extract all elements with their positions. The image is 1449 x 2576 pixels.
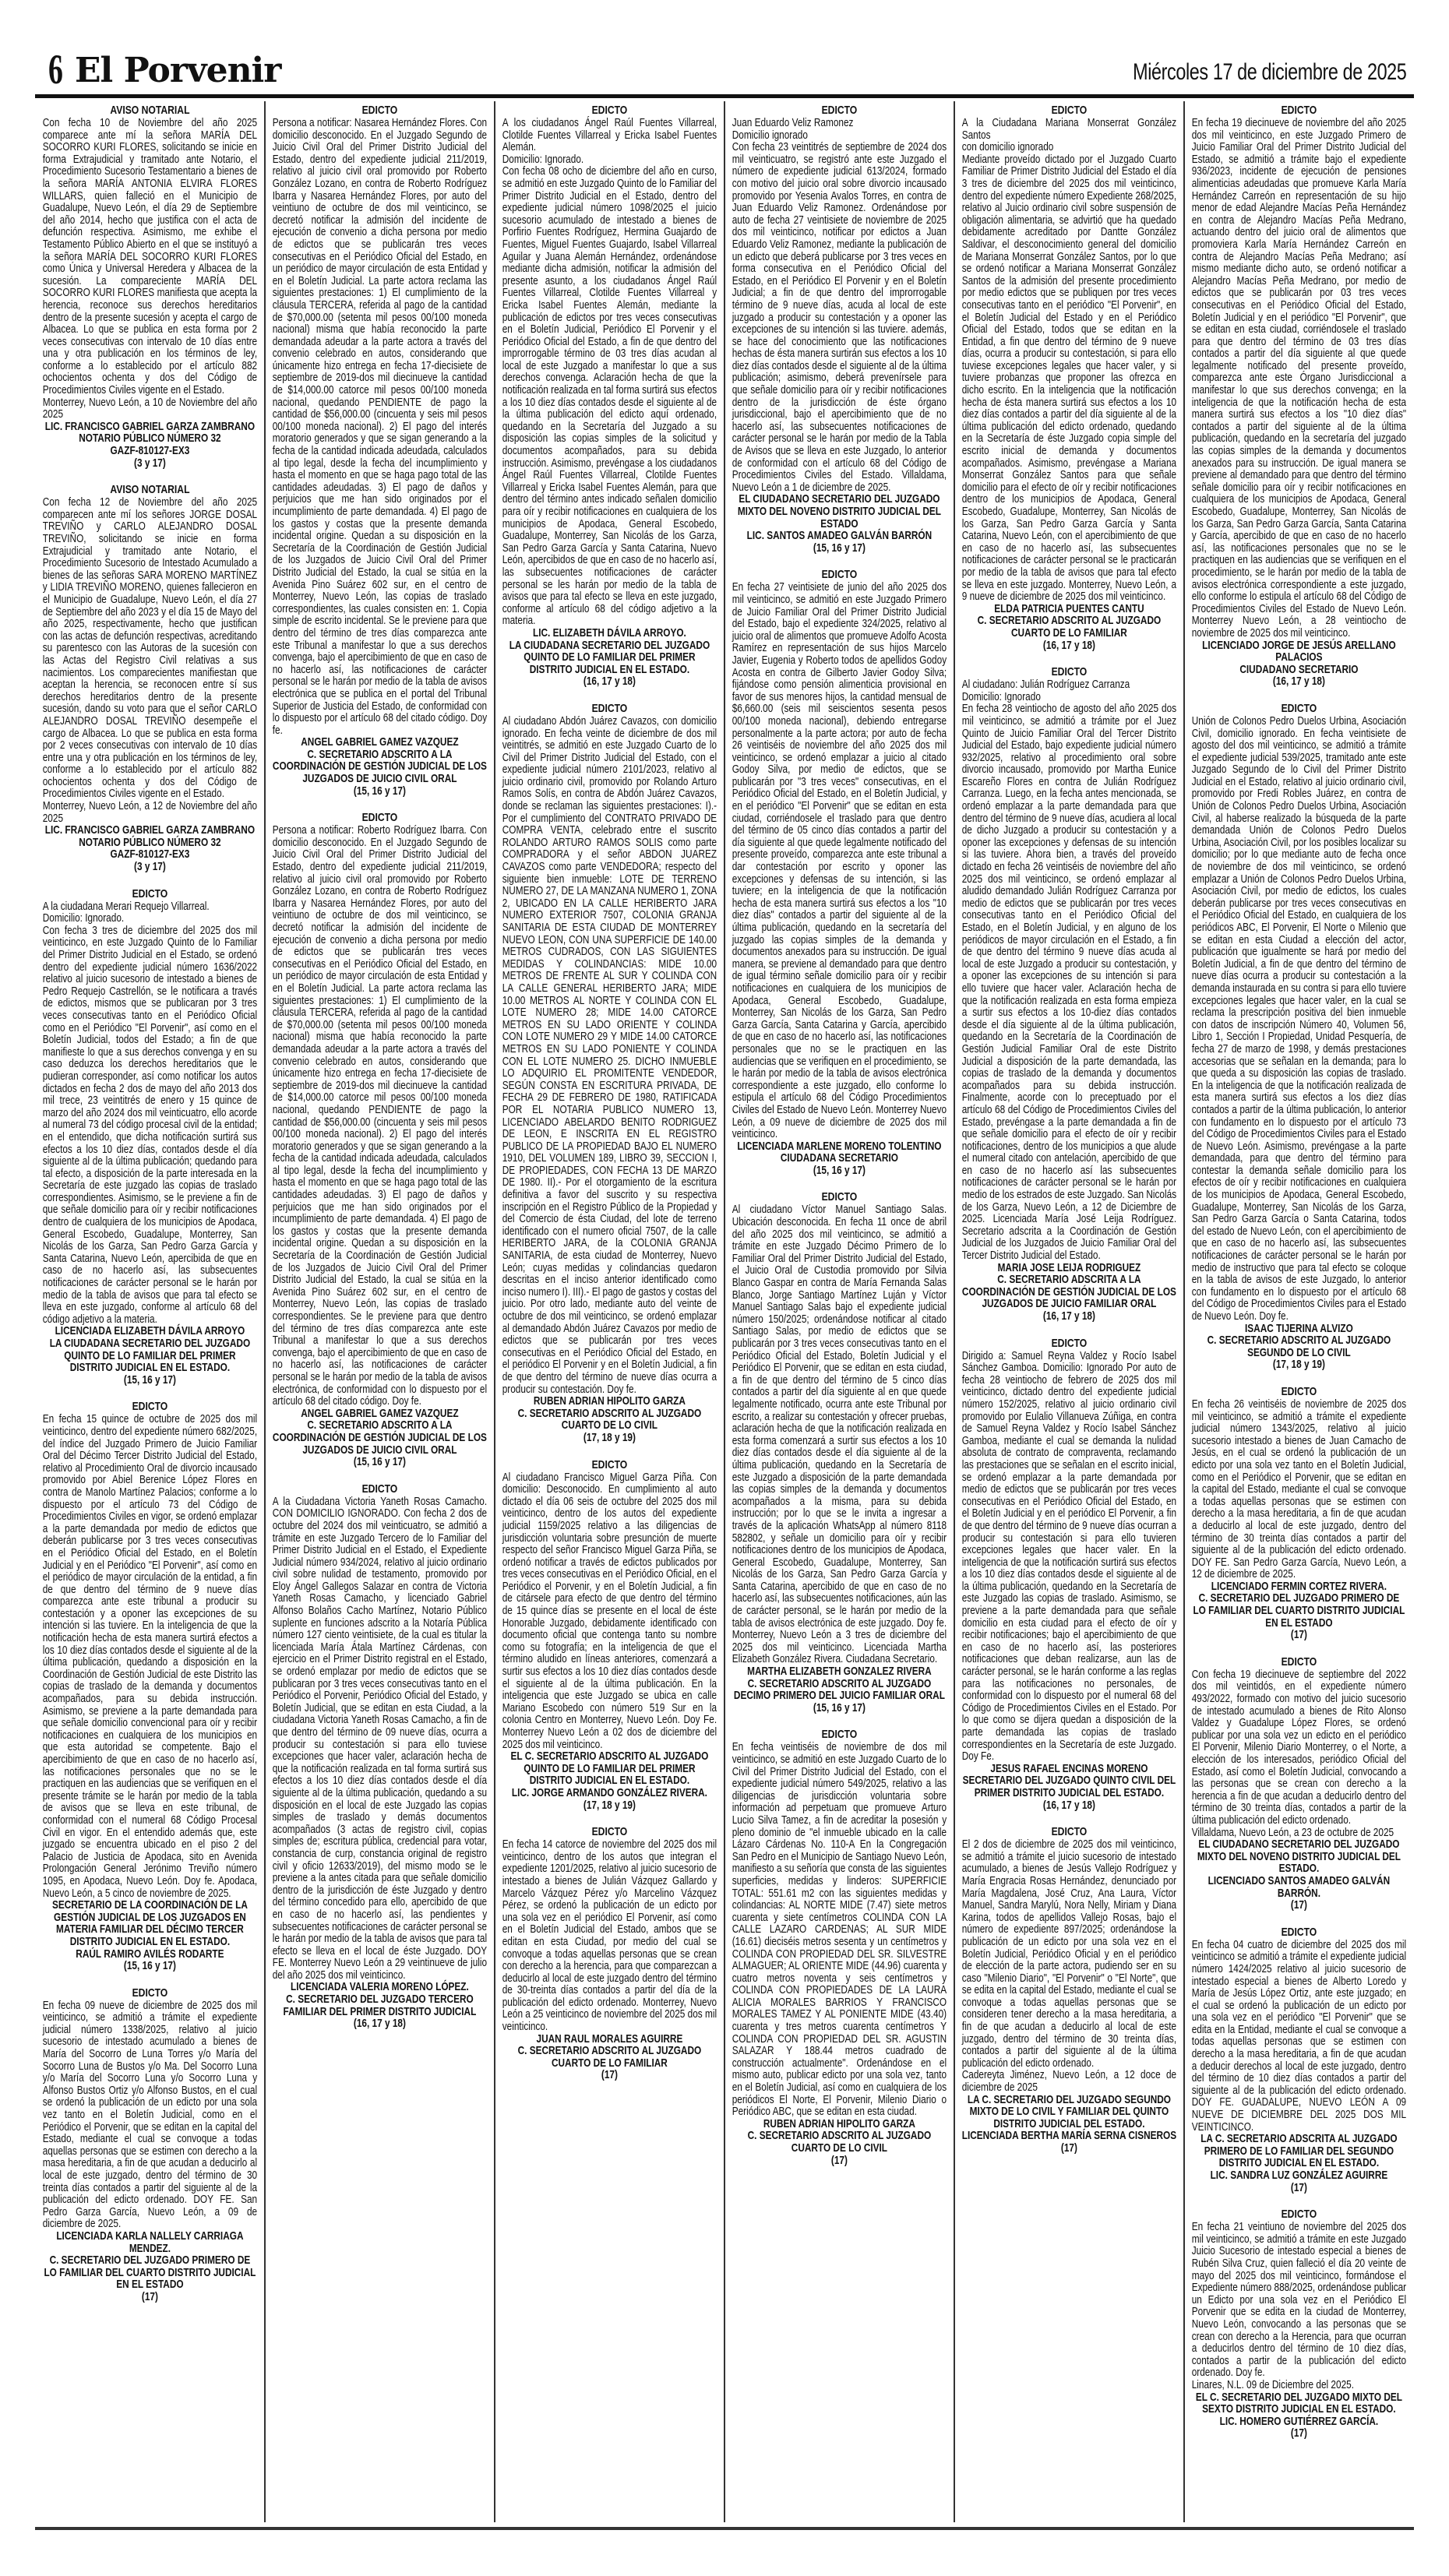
notice-heading: EDICTO xyxy=(132,1986,168,2000)
notice-heading: EDICTO xyxy=(1051,1825,1088,1839)
legal-notice xyxy=(502,1459,717,1813)
legal-notice xyxy=(1192,1656,1406,1912)
notice-signature: LIC. HOMERO GUTIÉRREZ GARCÍA. xyxy=(1219,2415,1379,2428)
notice-body: A la ciudadana Merari Requejo Villarreal. xyxy=(42,900,210,913)
notice-signature: ANGEL GABRIEL GAMEZ VAZQUEZ xyxy=(301,736,459,749)
notice-signature: (15, 16 y 17) xyxy=(813,541,866,555)
legal-notice xyxy=(43,484,257,873)
notice-signature: EL CIUDADANO SECRETARIO DEL JUZGADO MIXTO DEL NOVENO DISTRITO JUDICIAL DEL ESTADO. xyxy=(1197,1838,1401,1876)
notice-signature: (3 y 17) xyxy=(134,456,166,470)
column-divider xyxy=(494,101,495,2522)
notice-body: En fecha veintiséis de noviembre de dos mil veinticinco, se admitió en este Juzgado Cuarto de lo Civil del Primer Distrito Judicial del Estado, con el expediente judicial número 549/2025, relativo a las diligencias de jurisdicción voluntaria sobre información ad perpetuam que promueve Arturo Lucio Silva Tamez, a fin de acreditar la posesión y pleno dominio de "el inmueble ubicado en la calle Lázaro Cárdenas No. 110-A En la Congregación San Pedro en el Municipio de Santiago Nuevo León, manifiesto a su señoría que consta de las siguientes superficies, medidas y linderos: SUPERFICIE TOTAL: 551.61 m2 con las siguientes medidas y colindancias: AL NORTE MIDE (7.47) siete metros cuarenta y siete centímetros COLINDA CON LA CALLE LAZARO CARDENAS; AL SUR MIDE (16.61) dieciséis metros sesenta y un centímetros y COLINDA CON PROPIEDAD DEL SR. SILVESTRE ALMAGUER; AL ORIENTE MIDE (44.96) cuarenta y cuatro metros noventa y seis centímetros y COLINDA CON PROPIEDADES DE LA LAURA ALICIA MORALES BARRIOS Y FRANCISCO MORALES TAMEZ Y AL PONIENTE MIDE (43.40) cuarenta y tres metros cuarenta centímetros Y COLINDA CON PROPIEDAD DEL SR. AGUSTIN SALAZAR Y 188.44 metros cuadrado de construcción actualmente". Ordenándose en el mismo auto, publicar edicto por una sola vez, tanto en el Boletín Judicial, así como en cualquiera de los periódicos El Norte, El Porvenir, Milenio Diario o Periódico ABC, que se editan en esta ciudad. xyxy=(732,1741,947,2119)
notice-signature: EL CIUDADANO SECRETARIO DEL JUZGADO MIXTO DEL NOVENO DISTRITO JUDICIAL DEL ESTADO xyxy=(737,493,942,530)
column-content xyxy=(1184,104,1406,2440)
notice-signature: LICENCIADO JORGE DE JESÚS ARELLANO PALACIOS xyxy=(1202,639,1396,664)
notice-body: En fecha 15 quince de octubre de 2025 dos mil veinticinco, dentro del expediente número 682/2025, del índice del Juzgado Primero de Juicio Familiar Oral del Décimo Tercer Distrito Judicial del Estado, relativo al Procedimiento Oral de divorcio incausado promovido por Abiel Berenice López Flores en contra de Manolo Martínez Palacios; conforme a lo dispuesto por el artículo 73 del Código de Procedimientos Civiles en vigor, se ordenó emplazar a la parte demandada por medio de edictos que deberán publicarse por 3 tres veces consecutivas en el Periódico Oficial del Estado, en el Boletín Judicial y en el Periódico "El Porvenir", así como en el periódico de mayor circulación de la entidad, a fin de que dentro del término de 9 nueve días comparezca ante este tribunal a producir su contestación y a oponer las excepciones de su intención si las tuviere. En la inteligencia de que la notificación hecha de esta manera surtirá efectos a los 10 diez días contados desde el siguiente al de la última publicación, quedando a disposición en la Coordinación de Gestión Judicial de este Distrito las copias de traslado de la demanda y documentos acompañados, para su debida instrucción. Asimismo, se previene a la parte demandada para que señale domicilio convencional para oír y recibir notificaciones en cualquiera de los municipios en que esta autoridad se competente. Bajo el apercibimiento de que en caso de no hacerlo así, las notificaciones personales que no se le practiquen en las audiencias que se verifiquen en el presente trámite se le harán por medio de la tabla de avisos que se lleva en este tribunal, de conformidad con el numeral 68 Código Procesal Civil en vigor. En el entendido además que, este juzgado se encuentra ubicado en el piso 2 del Palacio de Justicia de Apodaca, sito en Avenida Prolongación General Jerónimo Treviño número 1095, en Apodaca, Nuevo León. Doy fe. Apodaca, Nuevo León, a 5 cinco de noviembre de 2025. xyxy=(42,1413,258,1900)
notice-signature: LIC. JORGE ARMANDO GONZÁLEZ RIVERA. xyxy=(511,1786,707,1799)
legal-notice xyxy=(1192,703,1406,1372)
notice-signature: (15, 16 y 17) xyxy=(123,1960,176,1973)
notice-body: Con fecha 10 de Noviembre del año 2025 comparece ante mí la señora MARÍA DEL SOCORRO KURI FLORES, solicitando se inicie en forma Extrajudicial y tramitado ante Notario, el Procedimiento Sucesorio Testamentario a bienes de la señora MARÍA ANTONIA ELVIRA FLORES WILLARS, quien falleció en el Municipio de Guadalupe, Nuevo León, el día 29 de Septiembre del año 2014, hecho que justifica con el acta de defunción respectiva. Asimismo, me exhibe el Testamento Público Abierto en el que se instituyó a la señora MARÍA DEL SOCORRO KURI FLORES como Única y Universal Heredera y Albacea de la sucesión. La compareciente MARÍA DEL SOCORRO KURI FLORES manifiesta que acepta la herencia, reconoce sus derechos hereditarios dentro de la presente sucesión y acepta el cargo de Albacea. Lo que se publica en esta forma por 2 veces consecutivas con intervalo de 10 días entre una y otra publicación en los términos de ley, conforme a lo establecido por el artículo 882 ochocientos ochenta y dos del Código de Procedimientos Civiles vigente en el Estado. xyxy=(42,117,258,397)
notice-body: En fecha 14 catorce de noviembre del 2025 dos mil veinticinco, dentro de los autos que integran el expediente 1201/2025, relativo al juicio sucesorio de intestado a bienes de Julián Vázquez Gallardo y Marcelo Vázquez Pérez y/o Marcelino Vázquez Pérez, se ordenó la publicación de un edicto por una sola vez en el periódico El Porvenir, así como en el Boletín Judicial del Estado, ambos que se editan en esta Ciudad, por medio del cual se convoque a todas aquellas personas que se crean con derecho a la herencia, para que comparezcan a deducirlo al local de este juzgado dentro del término de 30-treinta días contados a partir del día de la publicación del edicto ordenado. Monterrey, Nuevo León a 25 veinticinco de noviembre del 2025 dos mil veinticinco. xyxy=(502,1838,717,2034)
legal-notice xyxy=(1192,104,1406,689)
notice-heading: EDICTO xyxy=(591,1825,628,1839)
masthead xyxy=(48,46,281,93)
notice-heading: EDICTO xyxy=(361,104,398,117)
notice-signature: C. SECRETARIO DEL JUZGADO TERCERO FAMILIAR DEL PRIMER DISTRITO JUDICIAL xyxy=(283,1993,477,2018)
legal-notice xyxy=(43,1401,257,1972)
notice-body: Persona a notificar: Nasarea Hernández Flores. Con domicilio desconocido. En el Juzgado Segundo de Juicio Civil Oral del Primer Distrito Judicial del Estado, dentro del expediente judicial 211/2019, relativo al juicio civil oral promovido por Roberto González Lozano, en contra de Roberto Rodríguez Ibarra y Nasarea Hernández Flores, por auto del veintiuno de octubre de dos mil veinticinco, se decretó notificar la admisión del incidente de ejecución de convenio a dicha persona por medio de edictos que se publicarán tres veces consecutivas en el Periódico Oficial del Estado, en un periódico de mayor circulación de esta Entidad y en el Boletín Judicial. La parte actora reclama las siguientes prestaciones: 1) El cumplimiento de la cláusula TERCERA, referida al pago de la cantidad de $70,000.00 (setenta mil pesos 00/100 moneda nacional) misma que había reconocido la parte demandada adeudar a la parte actora a través del convenio celebrado en autos, considerando que únicamente hizo entrega en fecha 17-diecisiete de septiembre de 2019-dos mil diecinueve la cantidad de $14,000.00 catorce mil pesos 00/100 moneda nacional, quedando PENDIENTE de pago la cantidad de $56,000.00 (cincuenta y seis mil pesos 00/100 moneda nacional). 2) El pago del interés moratorio generados y que se sigan generando a la fecha de la cantidad indicada adeudada, calculados al tipo legal, desde la fecha del incumplimiento y hasta el momento en que se haga pago total de las cantidades adeudadas. 3) El pago de daños y perjuicios que me han sido originados por el incumplimiento de parte demandada. 4) El pago de los gastos y costas que la presente demanda incidental origine. Quedan a su disposición en la Secretaría de la Coordinación de Gestión Judicial de los Juzgados de Juicio Civil Oral del Primer Distrito Judicial del Estado, la cual se sitúa en la Avenida Pino Suárez 602 sur, en el centro de Monterrey, Nuevo León, las copias de traslado correspondientes, las cuales consisten en: 1. Copia simple de escrito incidental. Se le previene para que dentro del término de tres días comparezca ante este Tribunal a manifestar lo que a sus derechos convenga, bajo el apercibimiento de que en caso de no hacerlo así, las notificaciones de carácter personal se le harán por medio de la tabla de avisos electrónica que se publica en el portal del Tribunal Superior de Justicia del Estado, de conformidad con lo dispuesto por el artículo 68 del citado código. Doy fe. xyxy=(272,117,488,737)
notice-body: Persona a notificar: Roberto Rodríguez Ibarra. Con domicilio desconocido. En el Juzgado Segundo de Juicio Civil Oral del Primer Distrito Judicial del Estado, dentro del expediente judicial 211/2019, relativo al juicio civil oral promovido por Roberto González Lozano, en contra de Roberto Rodríguez Ibarra y Nasarea Hernández Flores, por auto del veintiuno de octubre de dos mil veinticinco, se decretó notificar la admisión del incidente de ejecución de convenio a dicha persona por medio de edictos que se publicarán tres veces consecutivas en el Periódico Oficial del Estado, en un periódico de mayor circulación de esta Entidad y en el Boletín Judicial. La parte actora reclama las siguientes prestaciones: 1) El cumplimiento de la cláusula TERCERA, referida al pago de la cantidad de $70,000.00 (setenta mil pesos 00/100 moneda nacional) misma que había reconocido la parte demandada adeudar a la parte actora a través del convenio celebrado en autos, considerando que únicamente hizo entrega en fecha 17-diecisiete de septiembre de 2019-dos mil diecinueve la cantidad de $14,000.00 catorce mil pesos 00/100 moneda nacional, quedando PENDIENTE de pago la cantidad de $56,000.00 (cincuenta y seis mil pesos 00/100 moneda nacional). 2) El pago del interés moratorio generados y que se sigan generando a la fecha de la cantidad indicada adeudada, calculados al tipo legal, desde la fecha del incumplimiento y hasta el momento en que se haga pago total de las cantidades adeudadas. 3) El pago de daños y perjuicios que me han sido originados por el incumplimiento de parte demandada. 4) El pago de los gastos y costas que la presente demanda incidental origine. Quedan a su disposición en la Secretaría de la Coordinación de Gestión Judicial de los Juzgados de Juicio Civil Oral del Primer Distrito Judicial del Estado, la cual se sitúa en la Avenida Pino Suárez 602 sur, en el centro de Monterrey, Nuevo León, las copias de traslado correspondientes. Se le previene para que dentro del término de tres días comparezca ante este Tribunal a manifestar lo que a sus derechos convenga, bajo el apercibimiento de que en caso de no hacerlo así, las notificaciones de carácter personal se le harán por medio de la tabla de avisos electrónica, de conformidad con lo dispuesto por el artículo 68 del citado código. Doy fe. xyxy=(272,824,488,1408)
notice-signature: (17) xyxy=(601,2069,618,2082)
notice-body: Con fecha 12 de Noviembre del año 2025 comparecen ante mí los señores JORGE DOSAL TREVIÑO y CARLO ALEJANDRO DOSAL TREVIÑO, solicitando se inicie en forma Extrajudicial y tramitado ante Notario, el Procedimiento Sucesorio de Intestado Acumulado a bienes de las señoras SARA MORENO MARTÍNEZ y LIDIA TREVIÑO MORENO, quienes fallecieron en el Municipio de Guadalupe, Nuevo León, el día 27 de Septiembre del año 2023 y el día 15 de Mayo del año 2025, respectivamente, hecho que justifican con las actas de defunción respectivas, acreditando su parentesco con las Autoras de la sucesión con las Actas del Registro Civil relativas a sus nacimientos. Los comparecientes manifiestan que aceptan la herencia, se reconocen entre sí sus derechos hereditarios dentro de la presente sucesión, dando su voto para que el señor CARLO ALEJANDRO DOSAL TREVIÑO desempeñe el cargo de Albacea. Lo que se publica en esta forma por 2 veces consecutivas con intervalo de 10 días entre una y otra publicación en los términos de ley, conforme a lo establecido por el artículo 882 ochocientos ochenta y dos del Código de Procedimientos Civiles vigente en el Estado. xyxy=(42,496,258,801)
notice-signature: LIC. FRANCISCO GABRIEL GARZA ZAMBRANO xyxy=(44,824,256,837)
notice-signature: LICENCIADA MARLENE MORENO TOLENTINO xyxy=(737,1140,942,1153)
column-divider xyxy=(264,101,266,2522)
legal-notice xyxy=(502,703,717,1445)
notice-signature: SECRETARIO DE LA COORDINACIÓN DE LA GESTIÓN JUDICIAL DE LOS JUZGADOS EN MATERIA FAMILIAR DEL DÉCIMO TERCER DISTRITO JUDICIAL EN EL ESTADO. xyxy=(51,1899,248,1948)
notice-signature: EL C. SECRETARIO DEL JUZGADO MIXTO DEL SEXTO DISTRITO JUDICIAL EN EL ESTADO. xyxy=(1195,2391,1402,2416)
notice-signature: (17, 18 y 19) xyxy=(583,1799,636,1812)
notice-signature: C. SECRETARIO DEL JUZGADO PRIMERO DE LO FAMILIAR DEL CUARTO DISTRITO JUDICIAL EN EL ESTADO xyxy=(44,2254,256,2292)
notice-signature: (15, 16 y 17) xyxy=(813,1164,866,1177)
notice-body: Con fecha 19 diecinueve de septiembre del 2022 dos mil veintidós, en el expediente número 493/2022, formado con motivo del juicio sucesorio de intestado acumulado a bienes de Rito Alonso Valdez y Guadalupe López Flores, se ordenó publicar por una sola vez un edicto en el periódico El Porvenir, Milenio Diario Monterrey, o el Norte, a elección de los interesados, periódico Oficial del Estado, así como el Boletín Judicial, convocando a las personas que se crean con derecho a la herencia a fin de que acudan a deducirlo dentro del término de 30 treinta días, contados a partir de la última publicación del edicto ordenado. xyxy=(1191,1668,1407,1827)
notice-body: En fecha 27 veintisiete de junio del año 2025 dos mil veinticinco, se admitió en este Juzgado Primero de Juicio Familiar Oral del Primer Distrito Judicial del Estado, bajo el expediente 324/2025, relativo al juicio oral de alimentos que promueve Adolfo Acosta Ramírez en representación de sus hijos Marcelo Javier, Eugenia y Roberto todos de apellidos Godoy Acosta en contra de Gilberto Javier Godoy Silva; fijándose como pensión alimenticia provisional en favor de sus menores hijos, la cantidad mensual de $6,660.00 (seis mil seiscientos sesenta pesos 00/100 moneda nacional), debiendo entregarse personalmente a la parte actora; por auto de fecha 26 veintiséis de noviembre del año 2025 dos mil veinticinco, se ordenó emplazar a juicio al citado Godoy Silva, por medio de edictos, que se publicarán por "3 tres veces" consecutivas, en el Periódico Oficial del Estado, en el Boletín Judicial, y en el periódico "El Porvenir" que se editan en esta ciudad, corriéndosele el traslado para que dentro del término de 05 cinco días contados a partir del día siguiente al que quede legalmente notificado del presente proveído, comparezca ante este tribunal a dar contestación por escrito y oponer las excepciones y defensas de su intención, si las tuviere; en la inteligencia de que la notificación hecha de esta manera surtirá sus efectos a los "10 diez días" contados a partir del siguiente al de la última publicación, quedando en la secretaría del juzgado las copias simples de la demanda y documentos anexados para su instrucción. De igual manera, se previene al demandado para que dentro de igual término señale domicilio para oír y recibir notificaciones en cualquiera de los municipios de Apodaca, General Escobedo, Guadalupe, Monterrey, San Nicolás de los Garza, San Pedro Garza García, Santa Catarina y García, apercibido de que en caso de no hacerlo así, las notificaciones personales que no se le practiquen en las audiencias que se verifiquen en el procedimiento, se le harán por medio de la tabla de avisos electrónica correspondiente a este juzgado, ello conforme lo estipula el artículo 68 del Código Procedimientos Civiles del Estado de Nuevo León. Monterrey Nuevo León, a 09 nueve de diciembre de 2025 dos mil veinticinco. xyxy=(732,581,947,1141)
notice-body: Dirigido a: Samuel Reyna Valdez y Rocío Isabel Sánchez Gamboa. Domicilio: Ignorado Por auto de fecha 28 veintiocho de febrero de 2025 dos mil veinticinco, dictado dentro del expediente judicial número 152/2025, relativo al juicio ordinario civil promovido por Eulalio Villanueva Zúñiga, en contra de Samuel Reyna Valdez y Rocío Isabel Sánchez Gamboa, mediante el cual se demanda la nulidad absoluta de contrato de compraventa, reclamando las prestaciones que se señalan en el escrito inicial, se ordenó emplazar a la parte demandada por medio de edictos que se publicarán por tres veces consecutivas en el Periódico Oficial del Estado, en el Boletín Judicial y en el periódico El Porvenir, a fin de que dentro del término de 9 nueve días ocurran a producir su contestación si para ello tuvieren excepciones legales que hacer valer. En la inteligencia de que la notificación surtirá sus efectos a los 10 diez días contados desde el siguiente al de la última publicación, quedando en la Secretaría de este Juzgado las copias de traslado. Asimismo, se previene a la parte demandada para que señale domicilio en esta ciudad para el efecto de oír y recibir notificaciones; bajo el apercibimiento de que en caso de no hacerlo así, las posteriores notificaciones que deban realizarse, aun las de carácter personal, se le harán conforme a las reglas para las notificaciones no personales, de conformidad con lo dispuesto por el numeral 68 del Código de Procedimientos Civiles en el Estado. Por lo que como se dijera quedan a disposición de la parte demandada las copias de traslado correspondientes en la Secretaría de este Juzgado. Doy Fe. xyxy=(961,1349,1177,1764)
notice-heading: EDICTO xyxy=(591,104,628,117)
notice-signature: MARTHA ELIZABETH GONZALEZ RIVERA xyxy=(747,1665,932,1679)
notice-signature: C. SECRETARIO ADSCRITO AL JUZGADO CUARTO DE LO CIVIL xyxy=(747,2130,932,2155)
column-5 xyxy=(954,103,1184,2524)
column-content xyxy=(724,104,947,2167)
notice-signature: JESUS RAFAEL ENCINAS MORENO xyxy=(990,1762,1148,1775)
notice-heading: EDICTO xyxy=(591,701,628,715)
notice-signature: RUBEN ADRIAN HIPOLITO GARZA xyxy=(763,2117,915,2130)
legal-notice xyxy=(1192,2208,1406,2440)
notice-signature: (15, 16 y 17) xyxy=(353,784,406,798)
notice-body: con domicilio ignorado xyxy=(961,141,1054,154)
notice-signature: (17) xyxy=(1290,2427,1307,2440)
notice-signature: (16, 17 y 18) xyxy=(1272,675,1325,689)
column-content xyxy=(954,104,1176,2155)
notice-signature: LA C. SECRETARIO ADSCRITA AL JUZGADO PRIMERO DE LO FAMILIAR DEL SEGUNDO DISTRITO JUDICIAL EN EL ESTADO. xyxy=(1200,2133,1398,2170)
notice-signature: LICENCIADO SANTOS AMADEO GALVÁN BARRÓN. xyxy=(1208,1874,1391,1900)
notice-signature: (17, 18 y 19) xyxy=(1272,1358,1325,1372)
notice-signature: (16, 17 y 18) xyxy=(583,675,636,689)
notice-body: En fecha 28 veintiocho de agosto del año 2025 dos mil veinticinco, se admitió a trámite por el Juez Quinto de Juicio Familiar Oral del Tercer Distrito Judicial del Estado, bajo expediente judicial número 932/2025, relativo al procedimiento oral sobre divorcio incausado, promovido por Martha Eunice Escareño Flores en contra de Julián Rodríguez Carranza. Luego, en la fecha antes mencionada, se ordenó emplazar a la parte demandada para que dentro del término de 9 nueve días, acudiera al local de dicho Juzgado a producir su contestación y a oponer las excepciones y defensas de su intención si las tuviere. Ahora bien, a través del proveído dictado en fecha 26 veintiséis de noviembre del año 2025 dos mil veinticinco, se ordenó emplazar al aludido demandado Julián Rodríguez Carranza por medio de edictos que se publicarán por tres veces consecutivas tanto en el Periódico Oficial del Estado, en el Boletín Judicial, y en alguno de los periódicos de mayor circulación en el Estado, a fin de que dentro del término 9 nueve días acuda al local de este Juzgado a producir su contestación, y a oponer las excepciones de su intención si para ello tuviere que hacer valer. Aclaración hecha de que la notificación realizada en esta forma empieza a surtir sus efectos a los 10-diez días contados desde el día siguiente al de la última publicación, quedando en la Secretaría de la Coordinación de Gestión Judicial Familiar Oral de este Distrito Judicial a disposición de la parte demandada, las copias de traslado de la demanda y documentos acompañados para su debida instrucción. Finalmente, acorde con lo preceptuado por el artículo 68 del Código de Procedimientos Civiles del Estado, prevéngase a la parte demandada a fin de que señale domicilio para el efecto de oír y recibir notificaciones, dentro de los municipios a que alude el numeral citado con antelación, apercibido de que en caso de no hacerlo así las subsecuentes notificaciones de carácter personal se le harán por medio de los estrados de este Juzgado. San Nicolás de los Garza, Nuevo León, a 12 de Diciembre de 2025. Licenciada María José Leija Rodríguez. Secretario adscrita a la Coordinación de Gestión Judicial de los Juzgados de Juicio Familiar Oral del Tercer Distrito Judicial del Estado. xyxy=(961,703,1177,1263)
legal-notice xyxy=(1192,1386,1406,1642)
notice-signature: (16, 17 y 18) xyxy=(353,2017,406,2031)
notice-heading: EDICTO xyxy=(1281,104,1317,117)
notice-signature: C. SECRETARIO ADSCRITO AL JUZGADO SEGUNDO DE LO CIVIL xyxy=(1207,1334,1391,1359)
notice-signature: C. SECRETARIO ADSCRITO A LA COORDINACIÓN DE GESTIÓN JUDICIAL DE LOS JUZGADOS DE JUICIO CIVIL ORAL xyxy=(272,1419,487,1457)
notice-signature: RUBEN ADRIAN HIPOLITO GARZA xyxy=(533,1395,686,1408)
issue-date: Miércoles 17 de diciembre de 2025 xyxy=(1132,59,1406,85)
notice-signature: (15, 16 y 17) xyxy=(123,1373,176,1387)
notice-signature: LICENCIADO FERMIN CORTEZ RIVERA. xyxy=(1211,1580,1387,1593)
notice-body: Con fecha 3 tres de diciembre del 2025 dos mil veinticinco, en este Juzgado Quinto de lo Familiar del Primer Distrito Judicial en el Estado, se ordenó dentro del expediente judicial número 1636/2022 relativo al juicio sucesorio de intestado a bienes de Pedro Requejo Castrellón, se le notificara a través de edictos, mismos que se publicaran por 3 tres veces consecutivas tanto en el Periódico Oficial como en el Periódico "El Porvenir", así como en el Boletín Judicial, todos del Estado; a fin de que manifieste lo que a sus derechos convenga y en su caso deduzca los derechos hereditarios que le pudieran corresponder, así como notificar los autos dictados en fecha 2 dos de mayo del año 2013 dos mil trece, 23 veintitrés de enero y 15 quince de marzo del año 2024 dos mil veinticuatro, ello acorde al numeral 73 del código procesal civil de la entidad; en el entendido, que dicha notificación surtirá sus efectos a los 10 diez días, contados desde el día siguiente al de la última publicación; quedando para tal efecto, a disposición de la parte interesada en la Secretaría de este juzgado las copias de traslado correspondientes. Asimismo, se le previene a fin de que señale domicilio para oír y recibir notificaciones dentro de cualquiera de los municipios de Apodaca, General Escobedo, Guadalupe, Monterrey, San Nicolás de los Garza, San Pedro Garza García y Santa Catarina, Nuevo León, apercibida de que en caso de no hacerlo así, las subsecuentes notificaciones de carácter personal se le harán por medio de la tabla de avisos que para tal efecto se lleva en este juzgado, conforme al artículo 68 del código adjetivo a la materia. xyxy=(42,924,258,1326)
notice-signature: (3 y 17) xyxy=(134,861,166,874)
notice-signature: CIUDADANA SECRETARIO xyxy=(780,1152,898,1165)
notice-signature: (17) xyxy=(141,2290,158,2303)
notice-body: Monterrey, Nuevo León, a 10 de Noviembre del año 2025 xyxy=(42,396,258,421)
notice-signature: (15, 16 y 17) xyxy=(813,1701,866,1714)
notice-signature: ISAAC TIJERINA ALVIZO xyxy=(1245,1322,1353,1335)
notice-body: A la Ciudadana Mariana Monserrat González Santos xyxy=(961,117,1177,142)
column-6 xyxy=(1184,103,1414,2524)
notice-signature: LIC. ELIZABETH DÁVILA ARROYO. xyxy=(533,626,686,640)
notice-heading: EDICTO xyxy=(1281,1384,1317,1398)
notice-body: En fecha 26 veintiséis de noviembre de 2025 dos mil veinticinco, se admitió a trámite el expediente judicial número 1343/2025, relativo al juicio sucesorio intestado a bienes de Juan Camacho de Jesús, en el cual se ordenó la publicación de un edicto por una sola vez tanto en el Boletín Judicial, como en el Periódico el Porvenir, que se editan en la capital del Estado, mediante el cual se convoque a todas aquellas personas que se estimen con derecho a la masa hereditaria, a fin de que acudan a deducirlo al local de este juzgado, dentro del término de 30 treinta días contados a partir del siguiente al de la publicación del edicto ordenado. DOY FE. San Pedro Garza García, Nuevo León, a 12 de diciembre de 2025. xyxy=(1191,1397,1407,1581)
notice-heading: EDICTO xyxy=(361,1482,398,1496)
column-divider xyxy=(954,101,955,2522)
column-3 xyxy=(495,103,724,2524)
notice-body: En fecha 21 veintiuno de noviembre del 2025 dos mil veinticinco, se admitió a trámite en este Juzgado Juicio Sucesorio de intestado especial a bienes de Rubén Silva Cruz, quien falleció el día 20 veinte de mayo del 2025 dos mil veinticinco, formándose el Expediente número 888/2025, ordenándose publicar un Edicto por una sola vez en el Periódico El Porvenir que se edita en la ciudad de Monterrey, Nuevo León, convocando a las personas que se crean con derecho a la Herencia, para que ocurran a deducirlos dentro del término de 10 diez días, contados a partir de la publicación del edicto ordenado. Doy fe. xyxy=(1191,2221,1407,2380)
notice-heading: EDICTO xyxy=(821,104,858,117)
notice-signature: C. SECRETARIO ADSCRITO AL JUZGADO CUARTO DE LO FAMILIAR xyxy=(517,2045,702,2070)
notice-signature: EL C. SECRETARIO ADSCRITO AL JUZGADO QUINTO DE LO FAMILIAR DEL PRIMER DISTRITO JUDICIAL EN EL ESTADO. xyxy=(510,1750,709,1788)
notice-body: A la Ciudadana Victoria Yaneth Rosas Camacho. CON DOMICILIO IGNORADO. Con fecha 2 dos de octubre del 2024 dos mil veinticuatro, se admitió a trámite en este Juzgado Tercero de lo Familiar del Primer Distrito Judicial en el Estado, el Expediente Judicial número 934/2024, relativo al juicio ordinario civil sobre nulidad de testamento, promovido por Eloy Ángel Gallegos Salazar en contra de Victoria Yaneth Rosas Camacho, y licenciado Gabriel Alfonso Bolaños Cacho Martínez, Notario Público suplente en funciones adscrito a la Notaría Pública número 127 ciento veintisiete, de la cual es titular la licenciada María Átala Martínez Cárdenas, con ejercicio en el Primer Distrito registral en el Estado, se ordenó emplazar por medio de edictos que se publicaran por 3 tres veces consecutivas tanto en el Periódico el Porvenir, Periódico Oficial del Estado, y Boletín Judicial, que se editan en esta Ciudad, a la ciudadana Victoria Yaneth Rosas Camacho, a fin de que dentro del término de 09 nueve días, ocurra a producir su contestación si para ello tuviese excepciones que hacer valer, aclaración hecha de que la notificación realizada en tal forma surtirá sus efectos a los 10 diez días contados desde el día siguiente al de la última publicación, quedando a su disposición en el local de este Juzgado las copias simples de traslado y demás documentos acompañados (3 actas de registro civil, copias simples de; escritura pública, credencial para votar, constancia de curp, constancia original de registro civil y oficio 12633/2019), del mismo modo se le previene a la antes citada para que señale domicilio dentro de la jurisdicción de éste Juzgado y dentro del término concedido para ello, apercibido de que en caso de no hacerlo así, las pendientes y subsecuentes notificaciones de carácter personal se le harán por medio de la tabla de avisos que para tal efecto se lleva en el local de éste Juzgado. DOY FE. Monterrey Nuevo León a 29 veintinueve de julio del año 2025 dos mil veinticinco. xyxy=(272,1495,488,1982)
notice-body: Al ciudadano Víctor Manuel Santiago Salas. Ubicación desconocida. En fecha 11 once de abril del año 2025 dos mil veinticinco, se admitió a trámite en este Juzgado Décimo Primero de lo Familiar Oral del Primer Distrito Judicial del Estado, el Juicio Oral de Custodia promovido por Silvia Blanco Gaspar en contra de María Fernanda Salas Blanco, Jorge Santiago Martínez Luján y Víctor Manuel Santiago Salas bajo el expediente judicial número 150/2025; ordenándose notificar al citado Santiago Salas, por medio de edictos que se publicarán por 3 tres veces consecutivas tanto en el Periódico Oficial del Estado, Boletín Judicial y el Periódico El Porvenir, que se editan en esta ciudad, a fin de que dentro del término de 5 cinco días contados a partir del día siguiente al en que quede legalmente notificado, ocurra ante este Tribunal por escrito, a realizar su contestación y ofrecer pruebas, aclaración hecha de que la notificación realizada en esta forma comenzará a surtir sus efectos a los 10 diez días contados desde el día siguiente al de la última publicación, quedando en la Secretaría de este Juzgado a disposición de la parte demandada las copias simples de la demanda y documentos acompañados a la misma, para su debida instrucción; por lo que se le invita a ingresar a través de la aplicación WhatsApp al número 8118 582802, y señale un domicilio para oír y recibir notificaciones dentro de los municipios de Apodaca, General Escobedo, Guadalupe, Monterrey, San Nicolás de los Garza, San Pedro Garza García y Santa Catarina, apercibido de que en caso de no hacerlo así, las subsecuentes notificaciones, aún las de carácter personal, se le harán por medio de la tabla de avisos electrónica de este juzgado. Doy fe. Monterrey, Nuevo León a 3 tres de diciembre del 2025 dos mil veinticinco. Licenciada Martha Elizabeth González Rivera. Ciudadana Secretario. xyxy=(732,1203,947,1666)
notice-signature: LIC. SANDRA LUZ GONZÁLEZ AGUIRRE xyxy=(1210,2169,1388,2182)
notice-signature: LIC. SANTOS AMADEO GALVÁN BARRÓN xyxy=(746,530,933,543)
notice-body: Con fecha 08 ocho de diciembre del año en curso, se admitió en este Juzgado Quinto de lo Familiar del Primer Distrito Judicial en el Estado, dentro del expediente judicial número 1098/2025 el juicio sucesorio acumulado de intestado a bienes de Porfirio Fuentes Rodríguez, Hermina Guajardo de Fuentes, Miguel Fuentes Guajardo, Isabel Villarreal Aguilar y Juana Alemán Hernández, ordenándose mediante dicha admisión, notificar la admisión del presente asunto, a los ciudadanos Ángel Raúl Fuentes Villarreal, Clotilde Fuentes Villarreal y Ericka Isabel Fuentes Alemán, mediante la publicación de edictos por tres veces consecutivas en el Boletín Judicial, Periódico El Porvenir y el Periódico Oficial del Estado, a fin de que dentro del improrrogable término de 03 tres días acudan al local de este Juzgado a manifestar lo que a sus derechos convenga. Aclaración hecha de que la notificación realizada en tal forma surtirá sus efectos a los 10 diez días contados desde el siguiente al de la última publicación del edicto aquí ordenado, quedando en la Secretaría del Juzgado a su disposición las copias simples de la solicitud y documentos acompañados, para su debida instrucción. Asimismo, prevéngase a los ciudadanos Ángel Raúl Fuentes Villarreal, Clotilde Fuentes Villarreal y Ericka Isabel Fuentes Alemán, para que dentro del término antes indicado señalen domicilio para oír y recibir notificaciones en cualquiera de los municipios de Apodaca, General Escobedo, Guadalupe, Monterrey, San Nicolás de los Garza, San Pedro Garza García y Santa Catarina, Nuevo León, apercibidos de que en caso de no hacerlo así, las subsecuentes notificaciones de carácter personal se les harán por medio de la tabla de avisos que para tal efecto se lleva en este juzgado, conforme al artículo 68 del código adjetivo a la materia. xyxy=(502,165,717,628)
notice-heading: EDICTO xyxy=(1051,1336,1088,1350)
notice-signature: (17) xyxy=(1290,2181,1307,2194)
notice-heading: EDICTO xyxy=(821,1728,858,1742)
notice-signature: C. SECRETARIO ADSCRITO AL JUZGADO CUARTO DE LO CIVIL xyxy=(517,1407,702,1432)
notice-heading: EDICTO xyxy=(591,1457,628,1471)
notice-signature: LICENCIADA BERTHA MARÍA SERNA CISNEROS xyxy=(961,2130,1177,2143)
page-number: 6 xyxy=(48,46,63,93)
notice-signature: ELDA PATRICIA PUENTES CANTU xyxy=(994,602,1144,615)
legal-notice xyxy=(962,666,1176,1323)
notice-signature: C. SECRETARIO ADSCRITO AL JUZGADO CUARTO DE LO FAMILIAR xyxy=(977,615,1162,640)
notice-signature: GAZF-810127-EX3 xyxy=(110,445,190,458)
notice-signature: C. SECRETARIO ADSCRITO AL JUZGADO DECIMO PRIMERO DEL JUICIO FAMILIAR ORAL xyxy=(733,1677,945,1703)
notice-body: Unión de Colonos Pedro Duelos Urbina, Asociación Civil, domicilio ignorado. En fecha veintisiete de agosto del dos mil veinticinco, se admitió a trámite el expediente judicial 539/2025, tramitado ante este Juzgado Segundo de lo Civil del Primer Distrito Judicial en el Estado, relativo al juicio ordinario civil, promovido por Fredi Robles Juárez, en contra de Unión de Colonos Pedro Duelos Urbina, Asociación Civil, al haberse realizado la búsqueda de la parte demandada Unión de Colonos Pedro Duelos Urbina, Asociación Civil, por los posibles localizar su domicilio; por lo que mediante auto de fecha once de noviembre de dos mil veinticinco, se ordenó emplazar a Unión de Colonos Pedro Duelos Urbina, Asociación Civil, por medio de edictos, los cuales deberán publicarse por tres veces consecutivas en el Periódico Oficial del Estado, en cualquiera de los periódicos ABC, El Porvenir, El Norte o Milenio que se editan en esta Ciudad a elección del actor, publicación que igualmente se hará por medio del Boletín Judicial, a fin de que dentro del término de nueve días ocurra a producir su contestación a la demanda instaurada en su contra si para ello tuviere excepciones legales que hacer valer, en la cual se reclama la prescripción positiva del bien inmueble con datos de inscripción Número 40, Volumen 56, Libro 1, Sección I Propiedad, Unidad Pesquería, de fecha 27 de marzo de 1998, y demás prestaciones accesorias que se señalan en la demanda; para lo que queda a su disposición las copias de traslado. En la inteligencia de que la notificación realizada de esta manera surtirá sus efectos a los diez días contados a partir de la última publicación, lo anterior con fundamento en lo dispuesto por el artículo 73 del Código de Procedimientos Civiles para el Estado de Nuevo León. Asimismo, prevéngase a la parte demandada, para que dentro del término para contestar la demanda señale domicilio para los efectos de oír y recibir notificaciones en cualquiera de los municipios de Apodaca, General Escobedo, Guadalupe, Monterrey, San Nicolás de los Garza, San Pedro Garza García o Santa Catarina, todos del estado de Nuevo León, con el apercibimiento de que en caso de no hacerlo así, las subsecuentes notificaciones de carácter personal se le harán por medio de instructivo que para tal efecto se coloque en la tabla de avisos de este Juzgado, lo anterior con fundamento en lo dispuesto por el artículo 68 del Código de Procedimientos Civiles para el Estado de Nuevo León. Doy fe. xyxy=(1191,714,1407,1323)
notice-heading: EDICTO xyxy=(361,811,398,825)
footer-rule xyxy=(35,2527,1414,2530)
column-divider xyxy=(724,101,725,2522)
legal-notice xyxy=(732,1728,947,2167)
notice-signature: (16, 17 y 18) xyxy=(1042,1310,1095,1323)
notice-body: A los ciudadanos Ángel Raúl Fuentes Villarreal, Clotilde Fuentes Villarreal y Ericka Isabel Fuentes Alemán. xyxy=(502,117,717,154)
notice-heading: EDICTO xyxy=(821,568,858,582)
notice-body: Domicilio: Ignorado. xyxy=(42,912,125,925)
legal-notice xyxy=(732,1191,947,1714)
notice-signature: MARIA JOSE LEIJA RODRIGUEZ xyxy=(997,1261,1141,1274)
column-divider xyxy=(1183,101,1185,2522)
notice-body: Villaldama, Nuevo León, a 23 de octubre de 2025 xyxy=(1191,1826,1394,1839)
legal-notice xyxy=(962,1337,1176,1813)
notice-signature: NOTARIO PÚBLICO NÚMERO 32 xyxy=(79,836,221,849)
notice-signature: LA CIUDADANA SECRETARIO DEL JUZGADO QUINTO DE LO FAMILIAR DEL PRIMER DISTRITO JUDICIAL EN EL ESTADO. xyxy=(49,1337,251,1375)
column-content xyxy=(35,104,257,2304)
notice-body: En fecha 09 nueve de diciembre de 2025 dos mil veinticinco, se admitió a trámite el expediente judicial número 1338/2025, relativo al juicio sucesorio de intestado acumulado a bienes de María del Socorro de Luna Torres y/o María del Socorro Luna de Bustos y/o Ma. Del Socorro Luna y/o María del Socorro Luna y/o Socorro Luna y Alfonso Bustos Ortiz y/o Alfonso Bustos, en el cual se ordenó la publicación de un edicto por una sola vez tanto en el Boletín Judicial, como en el Periódico el Porvenir, que se editan en la capital del Estado, mediante el cual se convoque a todas aquellas personas que se estimen con derecho a la masa hereditaria, a fin de que acudan a deducirlo al local de este juzgado, dentro del término de 30 treinta días contados a partir del siguiente al de la publicación del edicto ordenado. DOY FE. San Pedro Garza García, Nuevo León, a 09 de diciembre de 2025. xyxy=(42,1999,258,2231)
notice-body: Cadereyta Jiménez, Nuevo León, a 12 doce de diciembre de 2025 xyxy=(961,2069,1177,2095)
legal-notice xyxy=(502,104,717,689)
notice-body: En fecha 19 diecinueve de noviembre del año 2025 dos mil veinticinco, en este Juzgado Primero de Juicio Familiar Oral del Primer Distrito Judicial del Estado, se admitió a trámite bajo el expediente 936/2023, incidente de ejecución de pensiones alimenticias adeudadas que promueve Karla María Hernández Carreón en representación de su hijo menor de edad Alejandre Macías Peña Hernández en contra de Alejandro Macías Peña Medrano, actuando dentro del juicio oral de alimentos que promoviera Karla María Hernández Carreón en contra de Alejandro Macías Peña Medrano; así mismo mediante dicho auto, se ordenó notificar a Alejandro Macías Peña Medrano, por medio de edictos que se publicarán por 03 tres veces consecutivas en el Periódico Oficial del Estado, Boletín Judicial y en el periódico "El Porvenir", que se editan en esta ciudad, corriéndosele el traslado para que dentro del término de 03 tres días contados a partir del día siguiente al que quede legalmente notificado del presente proveído, comparezca ante este Órgano Jurisdiccional a manifestar lo que sus derechos convenga; en la inteligencia de que la notificación hecha de esta manera surtirá sus efectos a los "10 diez días" contados a partir del siguiente al de la última publicación, quedando en la secretaría del juzgado las copias simples de la demanda y documentos anexados para su instrucción. De igual manera se previene al demandado para que dentro del término señale domicilio para oír y recibir notificaciones en cualquiera de los municipios de Apodaca, General Escobedo, Guadalupe, Monterrey, San Nicolás de los Garza, San Pedro Garza García, Santa Catarina y García, apercibido de que en caso de no hacerlo así, las notificaciones personales que no se le practiquen en las audiencias que se verifiquen en el procedimiento, se le harán por medio de la tabla de avisos electrónica correspondiente a este juzgado, ello conforme lo estipula el artículo 68 del Código de Procedimientos Civiles del Estado de Nuevo León. Monterrey Nuevo León, a 28 veintiocho de noviembre de 2025 dos mil veinticinco. xyxy=(1191,117,1407,640)
notice-heading: EDICTO xyxy=(1281,701,1317,715)
notice-body: Juan Eduardo Veliz Ramonez xyxy=(732,117,854,129)
notice-body: Domicilio: Ignorado xyxy=(961,690,1041,703)
notice-signature: (17) xyxy=(1290,1629,1307,1642)
legal-notice xyxy=(43,1987,257,2304)
notice-heading: EDICTO xyxy=(1281,2208,1317,2222)
notice-heading: AVISO NOTARIAL xyxy=(110,104,190,117)
notice-heading: EDICTO xyxy=(1051,665,1088,679)
notice-body: Al ciudadano: Julián Rodríguez Carranza xyxy=(961,678,1130,692)
notice-signature: ANGEL GABRIEL GAMEZ VAZQUEZ xyxy=(301,1407,459,1420)
notice-body: Domicilio: Ignorado. xyxy=(502,153,584,166)
legal-notice xyxy=(502,1826,717,2082)
notice-signature: JUAN RAUL MORALES AGUIRRE xyxy=(536,2032,683,2046)
notice-signature: LICENCIADA VALERIA MORENO LÓPEZ. xyxy=(291,1981,469,1994)
column-content xyxy=(495,104,717,2082)
notice-signature: C. SECRETARIO ADSCRITO A LA COORDINACIÓN DE GESTIÓN JUDICIAL DE LOS JUZGADOS DE JUICIO CIVIL ORAL xyxy=(272,748,487,786)
notice-body: Monterrey, Nuevo León, a 12 de Noviembre del año 2025 xyxy=(42,800,258,825)
notice-signature: LICENCIADA KARLA NALLELY CARRIAGA MENDEZ. xyxy=(56,2229,244,2255)
notice-heading: EDICTO xyxy=(1051,104,1088,117)
legal-notice xyxy=(1192,1926,1406,2194)
legal-notice xyxy=(962,104,1176,652)
notice-signature: LIC. FRANCISCO GABRIEL GARZA ZAMBRANO xyxy=(44,420,256,433)
notice-signature: (16, 17 y 18) xyxy=(1042,639,1095,652)
notice-signature: CIUDADANO SECRETARIO xyxy=(1239,663,1359,676)
legal-notice xyxy=(732,104,947,555)
legal-notice xyxy=(962,1826,1176,2155)
column-4 xyxy=(724,103,954,2524)
notice-heading: EDICTO xyxy=(132,1400,168,1414)
notice-heading: AVISO NOTARIAL xyxy=(110,483,190,497)
notice-signature: LICENCIADA ELIZABETH DÁVILA ARROYO xyxy=(55,1325,245,1338)
notice-signature: (17) xyxy=(1060,2142,1077,2155)
notice-signature: SECRETARIO DEL JUZGADO QUINTO CIVIL DEL PRIMER DISTRITO JUDICIAL DEL ESTADO. xyxy=(962,1774,1176,1799)
notice-heading: EDICTO xyxy=(821,1190,858,1204)
notice-body: Con fecha 23 veintitrés de septiembre de 2024 dos mil veinticuatro, se registró ante este Juzgado el número de expediente judicial 613/2024, formado con motivo del juicio oral sobre divorcio incausado promovido por Yesenia Avalos Torres, en contra de Juan Eduardo Veliz Ramonez. Ordenándose por auto de fecha 27 veintisiete de noviembre de 2025 dos mil veinticinco, notificar por edictos a Juan Eduardo Veliz Ramonez, mediante la publicación de un edicto que deberá publicarse por 3 tres veces en forma consecutiva en el Periódico Oficial del Estado, en el Periódico El Porvenir y en el Boletín Judicial; a fin de que dentro del improrrogable término de 9 nueve días, acuda al local de este juzgado a producir su contestación y a oponer las excepciones de su intención si las tuviere. además, se hace del conocimiento que las notificaciones hechas de ésta manera surtirán sus efectos a los 10 diez días contados desde el siguiente al de la última publicación; asimismo, deberá prevenírsele para que señale domicilio para oír y recibir notificaciones dentro de la jurisdicción de éste órgano jurisdiccional, bajo el apercibimiento que de no hacerlo así, las subsecuentes notificaciones de carácter personal se le harán por medio de la Tabla de Avisos que se lleva en este Juzgado, lo anterior de conformidad con el artículo 68 del Código de Procedimientos Civiles del Estado. Villaldama, Nuevo León a 1 de diciembre de 2025. xyxy=(732,141,947,494)
notice-body: Mediante proveído dictado por el Juzgado Cuarto Familiar de Primer Distrito Judicial del Estado el día 3 tres de diciembre del 2025 dos mil veinticinco, dentro del expediente número Expediente 268/2025, relativo al Juicio ordinario civil sobre suspensión de obligación alimentaria, se advirtió que ha quedado debidamente acreditado por Dantte González Saldivar, el desconocimiento general del domicilio de Mariana Monserrat González Santos, por lo que se ordenó notificar a Mariana Monserrat González Santos de la admisión del presente procedimiento por medio edictos que se publiquen por tres veces consecutivas tanto en el periódico "El Porvenir", en el Boletín Judicial del Estado y en el Periódico Oficial del Estado, todos que se editan en la Entidad, a fin que dentro del término de 9 nueve días, ocurra a producir su contestación, si para ello tuviese excepciones legales que hacer valer, y si tuviere probanzas que proponer las ofrezca en dicho escrito. En la inteligencia que la notificación hecha de ésta manera surtirá sus efectos a los 10 diez días contados a partir del día siguiente al de la última publicación del edicto ordenado, quedando en la Secretaría de éste Juzgado copia simple del escrito inicial de demanda y documentos acompañados. Asimismo, prevéngase a Mariana Monserrat González Santos para que señale domicilio para el efecto de oír y recibir notificaciones dentro de los municipios de Apodaca, General Escobedo, Guadalupe, Monterrey, San Nicolás de los Garza, San Pedro Garza García y Santa Catarina, Nuevo León, con el apercibimiento de que en caso de no hacerlo así, las subsecuentes notificaciones de carácter personal se le practicarán por medio de la tabla de avisos que para tal efecto se lleva en este juzgado. Monterrey, Nuevo León, a 9 nueve de diciembre de 2025 dos mil veinticinco. xyxy=(961,153,1177,604)
notice-heading: EDICTO xyxy=(132,886,168,900)
notice-heading: EDICTO xyxy=(1281,1654,1317,1669)
notice-signature: (17) xyxy=(1290,1899,1307,1912)
legal-notice xyxy=(43,104,257,470)
notice-signature: (15, 16 y 17) xyxy=(353,1456,406,1469)
legal-notice xyxy=(732,569,947,1177)
notice-signature: (16, 17 y 18) xyxy=(1042,1799,1095,1812)
legal-notice xyxy=(273,812,487,1468)
notice-body: Domicilio ignorado xyxy=(732,129,808,142)
notice-signature: RAÚL RAMIRO AVILÉS RODARTE xyxy=(76,1947,224,1961)
header-rule xyxy=(35,94,1414,98)
notice-signature: (17) xyxy=(830,2154,848,2167)
notice-heading: EDICTO xyxy=(1281,1925,1317,1939)
legal-notice xyxy=(273,1483,487,2031)
notice-signature: (17, 18 y 19) xyxy=(583,1431,636,1444)
notice-signature: GAZF-810127-EX3 xyxy=(110,848,190,862)
newspaper-logo: El Porvenir xyxy=(75,51,281,90)
notice-body: El 2 dos de diciembre de 2025 dos mil veinticinco, se admitió a trámite el juicio sucesorio de intestado acumulado, a bienes de Jesús Vallejo Rodríguez y María Engracia Rosas Hernández, denunciado por María Magdalena, José Cruz, Ana Laura, Víctor Manuel, Sandra Marylú, Nora Nelly, Miriam y Diana Karina, todos de apellidos Vallejo Rosas, bajo el número de expediente 897/2025; ordenándose la publicación de un edicto por una sola vez en el Boletín Judicial, Periódico Oficial y en el periódico de elección de la parte actora, pudiendo ser en su caso "Milenio Diario", "El Porvenir" o "El Norte", que se edita en la capital del Estado, mediante el cual se convoque a todas aquellas personas que se consideren tener derecho a la masa hereditaria, a fin de que acudan a deducirlo al local de este juzgado, dentro del término de 30 treinta días, contados a partir del siguiente al de la última publicación del edicto ordenado. xyxy=(961,1838,1177,2070)
legal-notice xyxy=(273,104,487,798)
notice-body: En fecha 04 cuatro de diciembre del 2025 dos mil veinticinco se admitió a trámite el expediente judicial número 1424/2025 relativo al juicio sucesorio de intestado especial a bienes de Alberto Loredo y María de Jesús López Ortiz, ante este juzgado; en el cual se ordenó la publicación de un edicto por una sola vez en el periódico "El Porvenir" que se edita en la Entidad, mediante el cual se convoque a todas aquellas personas que se estimen con derecho a la masa hereditaria, a fin de que acudan a deducir derechos al local de este juzgado, dentro del término de 10 diez días contados a partir del siguiente al de la publicación del edicto ordenado. DOY FE. GUADALUPE, NUEVO LEÓN A 09 NUEVE DE DICIEMBRE DEL 2025 DOS MIL VEINTICINCO. xyxy=(1191,1938,1407,2134)
legal-notice xyxy=(43,888,257,1387)
notice-signature: LA C. SECRETARIO DEL JUZGADO SEGUNDO MIXTO DE LO CIVIL Y FAMILIAR DEL QUINTO DISTRITO JUDICIAL DEL ESTADO. xyxy=(967,2093,1172,2130)
column-1 xyxy=(35,103,265,2524)
notice-signature: LA CIUDADANA SECRETARIO DEL JUZGADO QUINTO DE LO FAMILIAR DEL PRIMER DISTRITO JUDICIAL EN EL ESTADO. xyxy=(509,639,710,676)
notice-body: Al ciudadano Abdón Juárez Cavazos, con domicilio ignorado. En fecha veinte de diciembre de dos mil veintitrés, se admitió en este Juzgado Cuarto de lo Civil del Primer Distrito Judicial del Estado, con el expediente judicial número 2101/2023, relativo al juicio ordinario civil, promovido por Rolando Arturo Ramos Solís, en contra de Abdón Juárez Cavazos, donde se reclaman las siguientes prestaciones: I).- Por el cumplimiento del CONTRATO PRIVADO DE COMPRA VENTA, celebrado entre el suscrito ROLANDO ARTURO RAMOS SOLIS como parte COMPRADORA y el señor ABDON JUAREZ CAVAZOS como parte VENDEDORA; respecto del siguiente bien inmueble: LOTE DE TERRENO NUMERO 27, DE LA MANZANA NUMERO 1, ZONA 2, UBICADO EN LA CALLE HERIBERTO JARA NUMERO EXTERIOR 7507, COLONIA GRANJA SANITARIA DE ESTA CIUDAD DE MONTERREY NUEVO LEON, CON UNA SUPERFICIE DE 140.00 METROS CUDRADOS, CON LAS SIGUIENTES MEDIDAS Y COLINDANCIAS: MIDE 10.00 METROS DE FRENTE AL SUR Y COLINDA CON LA CALLE GENERAL HERIBERTO JARA; MIDE 10.00 METROS AL NORTE Y COLINDA CON EL LOTE NUMERO 28; MIDE 14.00 CATORCE METROS EN SU LADO ORIENTE Y COLINDA CON LOTE NUMERO 29 Y MIDE 14.00 CATORCE METROS EN SU LADO PONIENTE Y COLINDA CON EL LOTE NUMERO 25. DICHO INMUEBLE LO ADQUIRIO EL PROMITENTE VENDEDOR, SEGÚN CONSTA EN ESCRITURA PRIVADA, DE FECHA 29 DE FEBRERO DE 1980, RATIFICADA POR EL NOTARIA PUBLICO NUMERO 13, LICENCIADO ABELARDO BENITO RODRIGUEZ DE LEON, E INSCRITA EN EL REGISTRO PUBLICO DE LA PROPIEDAD BAJO EL NUMERO 1910, DEL VOLUMEN 189, LIBRO 39, SECCION I, DE PROPIEDADES, CON FECHA 13 DE MARZO DE 1980. II).- Por el otorgamiento de la escritura definitiva a favor del suscrito y su respectiva inscripción en el Registro Público de la Propiedad y del Comercio de ésta Ciudad, del lote de terreno identificado con el numero oficial 7507, de la calle HERIBERTO JARA, de la COLONIA GRANJA SANITARIA, de esta ciudad de Monterrey, Nuevo León; cuyas medidas y colindancias quedaron descritas en el inciso anterior identificado como inciso numero I). III).- El pago de gastos y costas del juicio. Por otro lado, mediante auto del veinte de octubre de dos mil veinticinco, se ordenó emplazar al demandado Abdón Juárez Cavazos por medio de edictos que se publicarán por tres veces consecutivas en el Periódico Oficial del Estado, en el periódico El Porvenir y en el Boletín Judicial, a fin de que dentro del término de nueve días ocurra a producir su contestación. Doy fe. xyxy=(502,714,717,1396)
notice-signature: C. SECRETARIO ADSCRITA A LA COORDINACIÓN DE GESTIÓN JUDICIAL DE LOS JUZGADOS DE JUICIO FAMILIAR ORAL xyxy=(961,1274,1176,1311)
notice-signature: C. SECRETARIO DEL JUZGADO PRIMERO DE LO FAMILIAR DEL CUARTO DISTRITO JUDICIAL EN EL ESTADO xyxy=(1193,1592,1405,1630)
column-2 xyxy=(265,103,495,2524)
notice-body: Linares, N.L. 09 de Diciembre del 2025. xyxy=(1191,2378,1355,2391)
notice-body: Al ciudadano Francisco Miguel Garza Piña. Con domicilio: Desconocido. En cumplimiento al auto dictado el día 06 seis de octubre del 2025 dos mil veinticinco, dentro de los autos del expediente judicial 1159/2025 relativo a las diligencias de jurisdicción voluntaria sobre presunción de muerte respecto del señor Francisco Miguel Garza Piña, se ordenó notificar a través de edictos publicados por tres veces consecutivas en el Periódico Oficial, en el Periódico el Porvenir, y en el Boletín Judicial, a fin de citársele para efecto de que dentro del término de 15 quince días se presente en el local de éste Honorable Juzgado, debidamente identificado con documento oficial que contenga tanto su nombre como su fotografía; en la inteligencia de que el término aludido en líneas anteriores, comenzará a surtir sus efectos a los 10 diez días contados desde el siguiente al de la última publicación. En la inteligencia que este Juzgado se ubica en calle Mariano Escobedo con número 519 Sur en la colonia Centro en Monterrey, Nuevo León. Doy Fe. Monterrey Nuevo León a 02 dos de diciembre del 2025 dos mil veinticinco. xyxy=(502,1471,717,1751)
notice-signature: NOTARIO PÚBLICO NÚMERO 32 xyxy=(79,432,221,446)
column-content xyxy=(265,104,487,2031)
